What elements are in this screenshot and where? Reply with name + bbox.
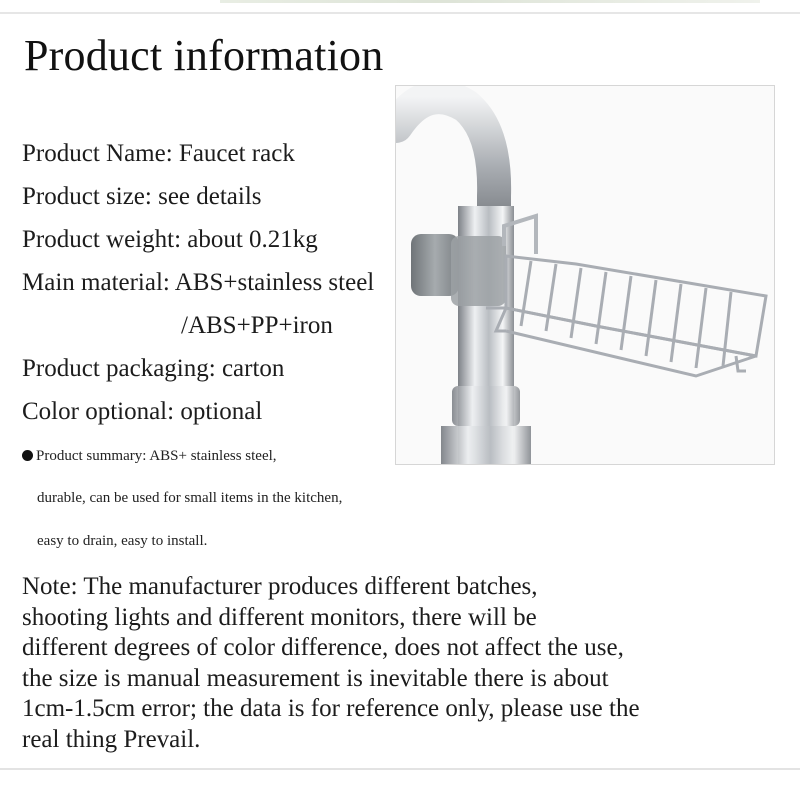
- note-line: Note: The manufacturer produces different batches,: [22, 573, 538, 600]
- spec-main-material: Main material: ABS+stainless steel: [22, 269, 375, 296]
- faint-top-banner: [220, 0, 760, 3]
- spec-packaging: Product packaging: carton: [22, 355, 285, 382]
- spec-product-size: Product size: see details: [22, 183, 262, 210]
- note-line: shooting lights and different monitors, there will be: [22, 603, 537, 631]
- note-line: different degrees of color difference, does not affect the use,: [22, 634, 624, 661]
- note-line: real thing Prevail.: [22, 725, 201, 753]
- note-line: the size is manual measurement is inevitable there is about: [22, 664, 609, 692]
- product-photo: [395, 85, 775, 465]
- top-divider: [0, 0, 800, 14]
- summary-line-2: durable, can be used for small items in the kitchen,: [37, 490, 343, 506]
- page-title: Product information: [24, 31, 384, 80]
- spec-product-name: Product Name: Faucet rack: [22, 140, 295, 167]
- bullet-icon: [22, 450, 33, 461]
- wire-rack-icon: [486, 256, 766, 376]
- spec-main-material-alt: /ABS+PP+iron: [181, 312, 333, 339]
- bottom-divider: [0, 768, 800, 770]
- summary-line-3: easy to drain, easy to install.: [37, 533, 208, 549]
- summary-line-1: [22, 448, 277, 465]
- faucet-rack-illustration: [396, 86, 774, 464]
- summary-text-1: Product summary: ABS+ stainless steel,: [36, 448, 277, 464]
- spec-product-weight: Product weight: about 0.21kg: [22, 226, 318, 253]
- note-paragraph: [22, 572, 742, 755]
- spec-color: Color optional: optional: [22, 398, 263, 425]
- note-line: 1cm-1.5cm error; the data is for reference only, please use the: [22, 695, 640, 722]
